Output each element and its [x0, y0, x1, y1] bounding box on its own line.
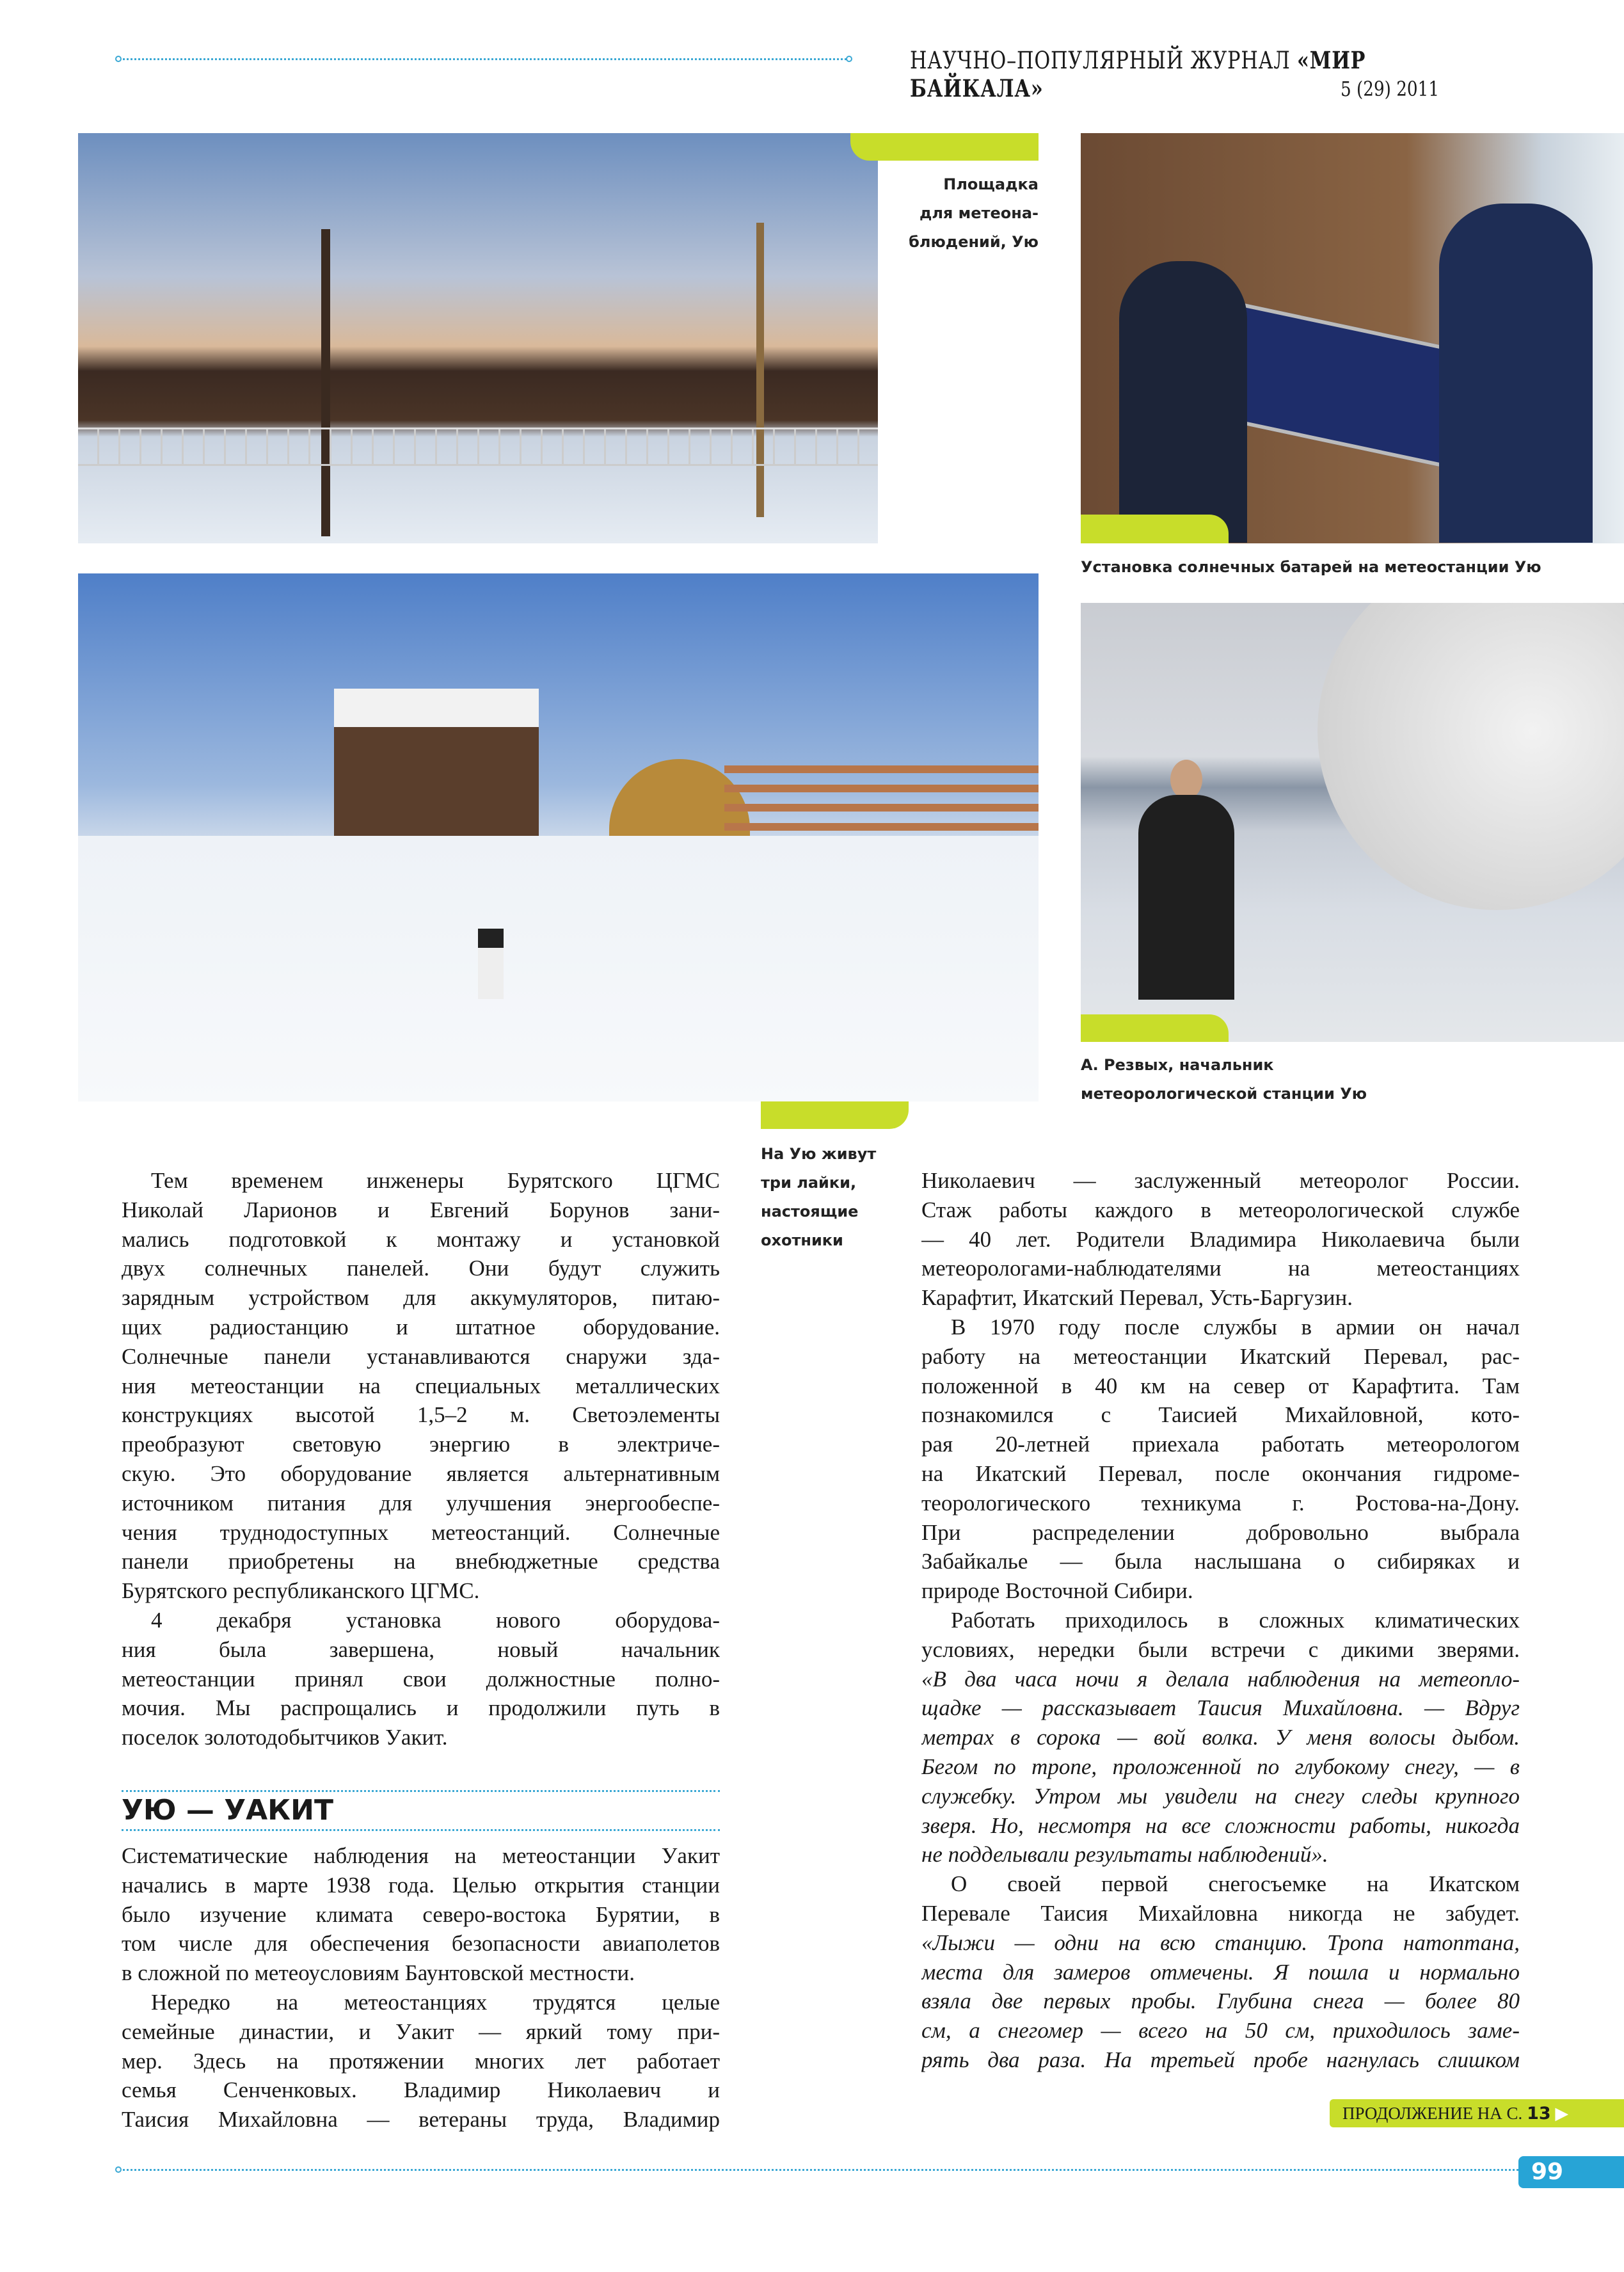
text-line: мочия. Мы распрощались и продолжили путь в — [122, 1695, 720, 1721]
text-line: О своей первой снегосъемке на Икатском — [951, 1871, 1520, 1897]
caption-photo2 — [1081, 553, 1541, 582]
caption-photo1 — [883, 170, 1039, 257]
photo-station-chief — [1081, 603, 1624, 1042]
caption-line: настоящие — [761, 1203, 859, 1220]
text-line: Карафтит, Икатский Перевал, Усть-Баргузин. — [921, 1285, 1353, 1311]
text-line: Тем временем инженеры Бурятского ЦГМС — [151, 1168, 720, 1193]
text-line: «В два часа ночи я делала наблюдения на метеопло- — [921, 1666, 1520, 1692]
footer-rule-dot — [115, 2166, 122, 2173]
text-line: Работать приходилось в сложных климатических — [951, 1607, 1520, 1633]
text-line: — 40 лет. Родители Владимира Николаевича были — [921, 1226, 1520, 1252]
caption-photo4 — [1081, 1051, 1367, 1108]
text-line: При распределении добровольно выбрала — [921, 1519, 1520, 1545]
text-line: конструкциях высотой 1,5–2 м. Светоэлементы — [122, 1402, 720, 1428]
caption-line: Площадка — [943, 175, 1039, 193]
text-line: Бегом по тропе, проложенной по глубокому снегу, — в — [921, 1754, 1520, 1779]
text-line: зарядным устройством для аккумуляторов, питаю- — [122, 1285, 720, 1311]
caption-line: А. Резвых, начальник — [1081, 1056, 1274, 1074]
text-line: щих радиостанцию и штатное оборудование. — [122, 1314, 720, 1340]
header-rule — [119, 58, 850, 62]
text-line: 4 декабря установка нового оборудова- — [151, 1607, 720, 1633]
caption-photo3 — [761, 1140, 876, 1255]
text-line: Нередко на метеостанциях трудятся целые — [151, 1989, 720, 2015]
text-line: условиях, нередки были встречи с дикими зверями. — [921, 1636, 1520, 1662]
journal-name: «МИР БАЙКАЛА» — [910, 46, 1366, 102]
text-line: Перевале Таисия Михайловна никогда не забудет. — [921, 1900, 1520, 1926]
caption-line: метеорологической станции Ую — [1081, 1085, 1367, 1103]
article-left-column-top — [122, 1166, 720, 1752]
photo-village-huskies — [78, 573, 1039, 1101]
article-right-column — [921, 1166, 1520, 2075]
text-line: познакомился с Таисией Михайловной, кото- — [921, 1402, 1520, 1428]
text-line: ния метеостанции на специальных металлических — [122, 1373, 720, 1398]
continued-label: ПРОДОЛЖЕНИЕ НА С. — [1342, 2104, 1527, 2123]
text-line: на Икатский Перевал, после окончания гидроме- — [921, 1460, 1520, 1486]
text-line: ния была завершена, новый начальник — [122, 1636, 720, 1662]
caption-line: охотники — [761, 1231, 843, 1249]
text-line: Бурятского республиканского ЦГМС. — [122, 1578, 480, 1604]
text-line: в сложной по метеоусловиям Баунтовской местности. — [122, 1960, 635, 1986]
caption-line: блюдений, Ую — [909, 233, 1039, 251]
photo-solar-panel-install — [1081, 133, 1624, 543]
caption-line: Установка солнечных батарей на метеостанции Ую — [1081, 558, 1541, 576]
text-line: работу на метеостанции Икатский Перевал, рас- — [921, 1343, 1520, 1369]
text-line: мер. Здесь на протяжении многих лет работает — [122, 2048, 720, 2074]
text-line: природе Восточной Сибири. — [921, 1578, 1193, 1604]
text-line: семейные династии, и Уакит — яркий тому при- — [122, 2019, 720, 2044]
page-number: 99 — [1518, 2156, 1624, 2188]
photo-weather-station-site — [78, 133, 878, 543]
text-line: поселок золотодобытчиков Уакит. — [122, 1725, 448, 1750]
caption-line: для метеона- — [919, 204, 1039, 222]
text-line: Солнечные панели устанавливаются снаружи зда- — [122, 1343, 720, 1369]
text-line: служебку. Утром мы увидели на снегу следы крупного — [921, 1783, 1520, 1809]
text-line: Систематические наблюдения на метеостанции Уакит — [122, 1843, 720, 1868]
arrow-right-icon: ▶ — [1555, 2104, 1569, 2123]
text-line: места для замеров отмечены. Я пошла и нормально — [921, 1959, 1520, 1985]
photo-tab — [1081, 515, 1229, 543]
text-line: рая 20-летней приехала работать метеорологом — [921, 1432, 1520, 1457]
text-line: Николай Ларионов и Евгений Борунов зани- — [122, 1197, 720, 1222]
continued-page-number: 13 — [1527, 2104, 1551, 2124]
section-heading: УЮ — УАКИТ — [122, 1790, 720, 1831]
caption-line: три лайки, — [761, 1174, 857, 1192]
text-line: теорологического техникума г. Ростова-на-Дону. — [921, 1490, 1520, 1516]
text-line: начались в марте 1938 года. Целью открытия станции — [122, 1872, 720, 1898]
text-line: «Лыжи — одни на всю станцию. Тропа натоптана, — [921, 1930, 1520, 1955]
continued-on-page-banner[interactable] — [1330, 2099, 1624, 2127]
text-line: семья Сенченковых. Владимир Николаевич и — [122, 2077, 720, 2103]
text-line: панели приобретены на внебюджетные средства — [122, 1549, 720, 1574]
text-line: Таисия Михайловна — ветераны труда, Владимир — [122, 2107, 720, 2132]
text-line: том числе для обеспечения безопасности авиаполетов — [122, 1931, 720, 1956]
footer-rule — [119, 2169, 1518, 2173]
text-line: Николаевич — заслуженный метеоролог России. — [921, 1168, 1520, 1193]
text-line: чения труднодоступных метеостанций. Солнечные — [122, 1519, 720, 1545]
photo-tab — [850, 133, 1039, 161]
text-line: щадке — рассказывает Таисия Михайловна. — Вдруг — [921, 1695, 1520, 1721]
text-line: зверя. Но, несмотря на все сложности работы, никогда — [921, 1812, 1520, 1838]
text-line: положенной в 40 км на север от Карафтита. Там — [921, 1373, 1520, 1398]
journal-label: НАУЧНО–ПОПУЛЯРНЫЙ ЖУРНАЛ — [910, 47, 1298, 74]
text-line: скую. Это оборудование является альтернативным — [122, 1460, 720, 1486]
article-left-column-bottom — [122, 1841, 720, 2134]
header-rule-dot — [115, 56, 122, 62]
text-line: было изучение климата северо-востока Бурятии, в — [122, 1901, 720, 1927]
text-line: Забайкалье — была наслышана о сибиряках и — [921, 1549, 1520, 1574]
text-line: метеостанции принял свои должностные полно- — [122, 1666, 720, 1692]
text-line: метеорологами-наблюдателями на метеостанциях — [921, 1256, 1520, 1281]
photo-tab — [1081, 1014, 1229, 1042]
text-line: преобразуют световую энергию в электриче- — [122, 1432, 720, 1457]
text-line: метрах в сорока — вой волка. У меня волосы дыбом. — [921, 1725, 1520, 1750]
text-line: см, а снегомер — всего на 50 см, приходилось заме- — [921, 2018, 1520, 2044]
text-line: рять два раза. На третьей пробе нагнулась слишком — [921, 2047, 1520, 2072]
header-rule-dot — [846, 56, 852, 62]
text-line: В 1970 году после службы в армии он начал — [951, 1314, 1520, 1340]
text-line: источником питания для улучшения энергообеспе- — [122, 1490, 720, 1516]
text-line: Стаж работы каждого в метеорологической службе — [921, 1197, 1520, 1222]
photo-tab — [761, 1101, 909, 1129]
issue-number: 5 (29) 2011 — [1341, 77, 1440, 101]
text-line: двух солнечных панелей. Они будут служить — [122, 1256, 720, 1281]
text-line: мались подготовкой к монтажу и установкой — [122, 1226, 720, 1252]
text-line: взяла две первых пробы. Глубина снега — более 80 — [921, 1988, 1520, 2014]
text-line: не подделывали результаты наблюдений». — [921, 1842, 1328, 1868]
caption-line: На Ую живут — [761, 1145, 877, 1163]
